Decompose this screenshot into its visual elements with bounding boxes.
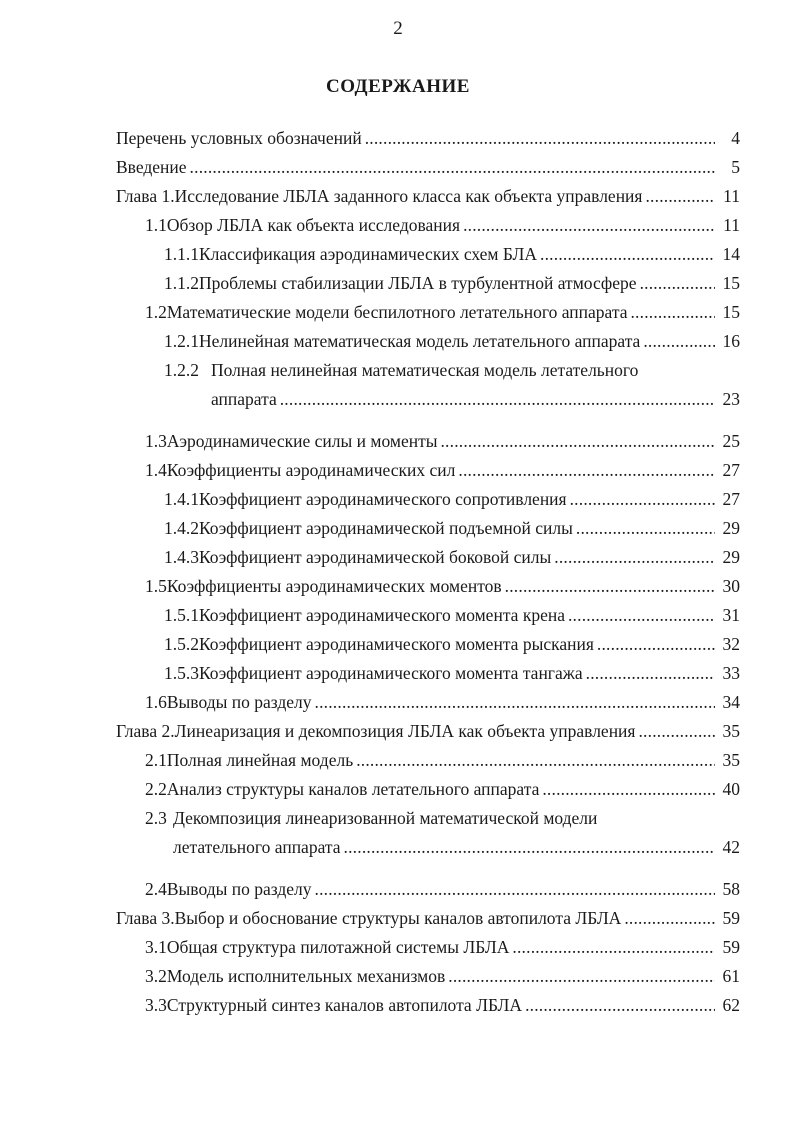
toc-entry-page: 34 — [722, 692, 740, 712]
toc-entry[interactable] — [0, 962, 796, 990]
toc-entry-page: 23 — [722, 389, 740, 409]
toc-entry-page: 11 — [723, 215, 740, 235]
toc-entry-number: 3.1 — [145, 937, 167, 957]
page-number: 2 — [393, 18, 403, 39]
toc-entry-page: 58 — [722, 879, 740, 899]
toc-entry-label: Введение — [116, 157, 187, 177]
leader-dots — [542, 775, 715, 803]
leader-dots — [190, 153, 715, 181]
toc-entry-number: 1.4.1 — [164, 489, 199, 509]
toc-entry-page: 11 — [723, 186, 740, 206]
toc-entry-number: 1.5.1 — [164, 605, 199, 625]
toc-entry-label: Коэффициент аэродинамического момента рыскания — [199, 634, 594, 654]
toc-entry-number: 1.2.1 — [164, 331, 199, 351]
toc-entry-number: Глава 1. — [116, 186, 175, 206]
toc-entry[interactable] — [0, 456, 796, 484]
leader-dots — [554, 543, 715, 571]
toc-entry[interactable] — [0, 688, 796, 716]
toc-entry-page: 59 — [722, 908, 740, 928]
toc-entry-label: Классификация аэродинамических схем БЛА — [199, 244, 538, 264]
toc-entry-page: 29 — [722, 518, 740, 538]
toc-entry[interactable] — [0, 269, 796, 297]
toc-entry-number: 1.1 — [145, 215, 167, 235]
toc-entry-label: Коэффициенты аэродинамических моментов — [166, 576, 502, 596]
leader-dots — [630, 298, 715, 326]
leader-dots — [645, 182, 715, 210]
leader-dots — [448, 962, 715, 990]
leader-dots — [365, 124, 715, 152]
toc-entry-number: 3.3 — [145, 995, 167, 1015]
toc-entry-label: Выводы по разделу — [166, 879, 312, 899]
toc-entry-number: 1.2.2 — [164, 360, 199, 380]
leader-dots — [356, 746, 715, 774]
leader-dots — [640, 269, 715, 297]
toc-entry-label: Обзор ЛБЛА как объекта исследования — [166, 215, 461, 235]
toc-entry-label: Проблемы стабилизации ЛБЛА в турбулентной атмосфере — [199, 273, 637, 293]
toc-entry-label: Исследование ЛБЛА заданного класса как объекта управления — [174, 186, 643, 206]
toc-entry-label: Коэффициент аэродинамической боковой силы — [199, 547, 552, 567]
toc-entry-label: Коэффициент аэродинамической подъемной силы — [199, 518, 573, 538]
toc-entry[interactable] — [0, 775, 796, 803]
toc-entry-label: Структурный синтез каналов автопилота ЛБЛА — [166, 995, 523, 1015]
leader-dots — [512, 933, 715, 961]
toc-entry-page: 32 — [722, 634, 740, 654]
leader-dots — [568, 601, 715, 629]
page-title: СОДЕРЖАНИЕ — [326, 76, 470, 97]
leader-dots — [525, 991, 715, 1019]
leader-dots — [280, 385, 715, 413]
leader-dots — [643, 327, 715, 355]
toc-entry[interactable] — [0, 356, 796, 414]
toc-entry-label: Аэродинамические силы и моменты — [166, 431, 438, 451]
toc-entry-label: Полная линейная модель — [166, 750, 354, 770]
toc-entry-page: 27 — [722, 460, 740, 480]
toc-entry[interactable] — [0, 543, 796, 571]
toc-entry-number: Глава 2. — [116, 721, 175, 741]
toc-entry-page: 33 — [722, 663, 740, 683]
leader-dots — [440, 427, 715, 455]
leader-dots — [463, 211, 715, 239]
toc-entry-page: 35 — [722, 721, 740, 741]
toc-entry-label-continuation: аппарата — [211, 389, 277, 409]
toc-entry-label: Общая структура пилотажной системы ЛБЛА — [166, 937, 510, 957]
toc-entry-page: 4 — [731, 128, 740, 148]
toc-entry-number: Глава 3. — [116, 908, 175, 928]
leader-dots — [505, 572, 715, 600]
leader-dots — [315, 688, 716, 716]
toc-entry-label: Математические модели беспилотного летательного аппарата — [166, 302, 628, 322]
toc-entry-page: 29 — [722, 547, 740, 567]
toc-entry-label: Анализ структуры каналов летательного аппарата — [166, 779, 540, 799]
toc-entry-label: Коэффициент аэродинамического сопротивления — [199, 489, 567, 509]
toc-entry-label: Линеаризация и декомпозиция ЛБЛА как объекта управления — [174, 721, 636, 741]
toc-entry[interactable] — [0, 601, 796, 629]
toc-entry[interactable] — [0, 124, 796, 152]
toc-entry-number: 1.6 — [145, 692, 167, 712]
toc-entry-number: 1.4.2 — [164, 518, 199, 538]
toc-entry-chapter[interactable] — [0, 904, 796, 932]
toc-entry-label: Декомпозиция линеаризованной математической модели — [173, 808, 598, 828]
toc-entry-number: 2.4 — [145, 879, 167, 899]
toc-entry-page: 30 — [722, 576, 740, 596]
toc-entry-label: Коэффициент аэродинамического момента крена — [199, 605, 565, 625]
toc-entry-number: 1.2 — [145, 302, 167, 322]
toc-entry-label: Полная нелинейная математическая модель летательного — [211, 360, 639, 380]
leader-dots — [458, 456, 715, 484]
toc-entry-label: Коэффициенты аэродинамических сил — [166, 460, 456, 480]
toc-entry[interactable] — [0, 746, 796, 774]
toc-entry[interactable] — [0, 327, 796, 355]
toc-entry-label: Выводы по разделу — [166, 692, 312, 712]
toc-entry-page: 62 — [722, 995, 740, 1015]
leader-dots — [344, 833, 715, 861]
toc-entry-page: 25 — [722, 431, 740, 451]
toc-entry[interactable] — [0, 514, 796, 542]
toc-entry[interactable] — [0, 659, 796, 687]
toc-entry-page: 59 — [722, 937, 740, 957]
toc-entry-number: 2.1 — [145, 750, 167, 770]
toc-entry-number: 1.1.2 — [164, 273, 199, 293]
toc-entry-chapter[interactable] — [0, 717, 796, 745]
toc-entry-page: 16 — [722, 331, 740, 351]
toc-entry-page: 61 — [722, 966, 740, 986]
toc-entry-page: 27 — [722, 489, 740, 509]
toc-entry-number: 3.2 — [145, 966, 167, 986]
leader-dots — [570, 485, 715, 513]
toc-entry[interactable] — [0, 153, 796, 181]
toc-entry[interactable] — [0, 933, 796, 961]
toc-entry[interactable] — [0, 991, 796, 1019]
toc-entry-number: 1.3 — [145, 431, 167, 451]
toc-entry-number: 1.5.3 — [164, 663, 199, 683]
toc-entry-page: 31 — [722, 605, 740, 625]
toc-entry-chapter[interactable] — [0, 182, 796, 210]
leader-dots — [586, 659, 715, 687]
toc-entry[interactable] — [0, 240, 796, 268]
toc-entry[interactable] — [0, 211, 796, 239]
toc-entry[interactable] — [0, 630, 796, 658]
toc-entry-page: 5 — [731, 157, 740, 177]
toc-entry-page: 35 — [722, 750, 740, 770]
toc-entry[interactable] — [0, 804, 796, 862]
toc-entry-label: Выбор и обоснование структуры каналов автопилота ЛБЛА — [174, 908, 622, 928]
toc-entry[interactable] — [0, 875, 796, 903]
toc-entry-page: 15 — [722, 273, 740, 293]
toc-entry-label-continuation: летательного аппарата — [173, 837, 341, 857]
toc-entry-label: Модель исполнительных механизмов — [166, 966, 446, 986]
toc-entry-page: 42 — [722, 837, 740, 857]
toc-entry-number: 2.2 — [145, 779, 167, 799]
toc-entry-label: Коэффициент аэродинамического момента тангажа — [199, 663, 583, 683]
toc-entry-label: Перечень условных обозначений — [116, 128, 362, 148]
toc-entry-number: 1.1.1 — [164, 244, 199, 264]
leader-dots — [597, 630, 715, 658]
toc-entry-number: 2.3 — [145, 808, 167, 828]
toc-entry[interactable] — [0, 485, 796, 513]
leader-dots — [638, 717, 715, 745]
toc-entry-number: 1.5.2 — [164, 634, 199, 654]
leader-dots — [576, 514, 715, 542]
leader-dots — [315, 875, 716, 903]
toc-entry-label: Нелинейная математическая модель летательного аппарата — [199, 331, 641, 351]
leader-dots — [624, 904, 715, 932]
toc-entry[interactable] — [0, 427, 796, 455]
leader-dots — [540, 240, 715, 268]
toc-entry-number: 1.4 — [145, 460, 167, 480]
toc-entry[interactable] — [0, 298, 796, 326]
toc-entry-page: 15 — [722, 302, 740, 322]
toc-entry-page: 14 — [722, 244, 740, 264]
toc-entry[interactable] — [0, 572, 796, 600]
toc-entry-number: 1.4.3 — [164, 547, 199, 567]
toc-entry-number: 1.5 — [145, 576, 167, 596]
toc-entry-page: 40 — [722, 779, 740, 799]
